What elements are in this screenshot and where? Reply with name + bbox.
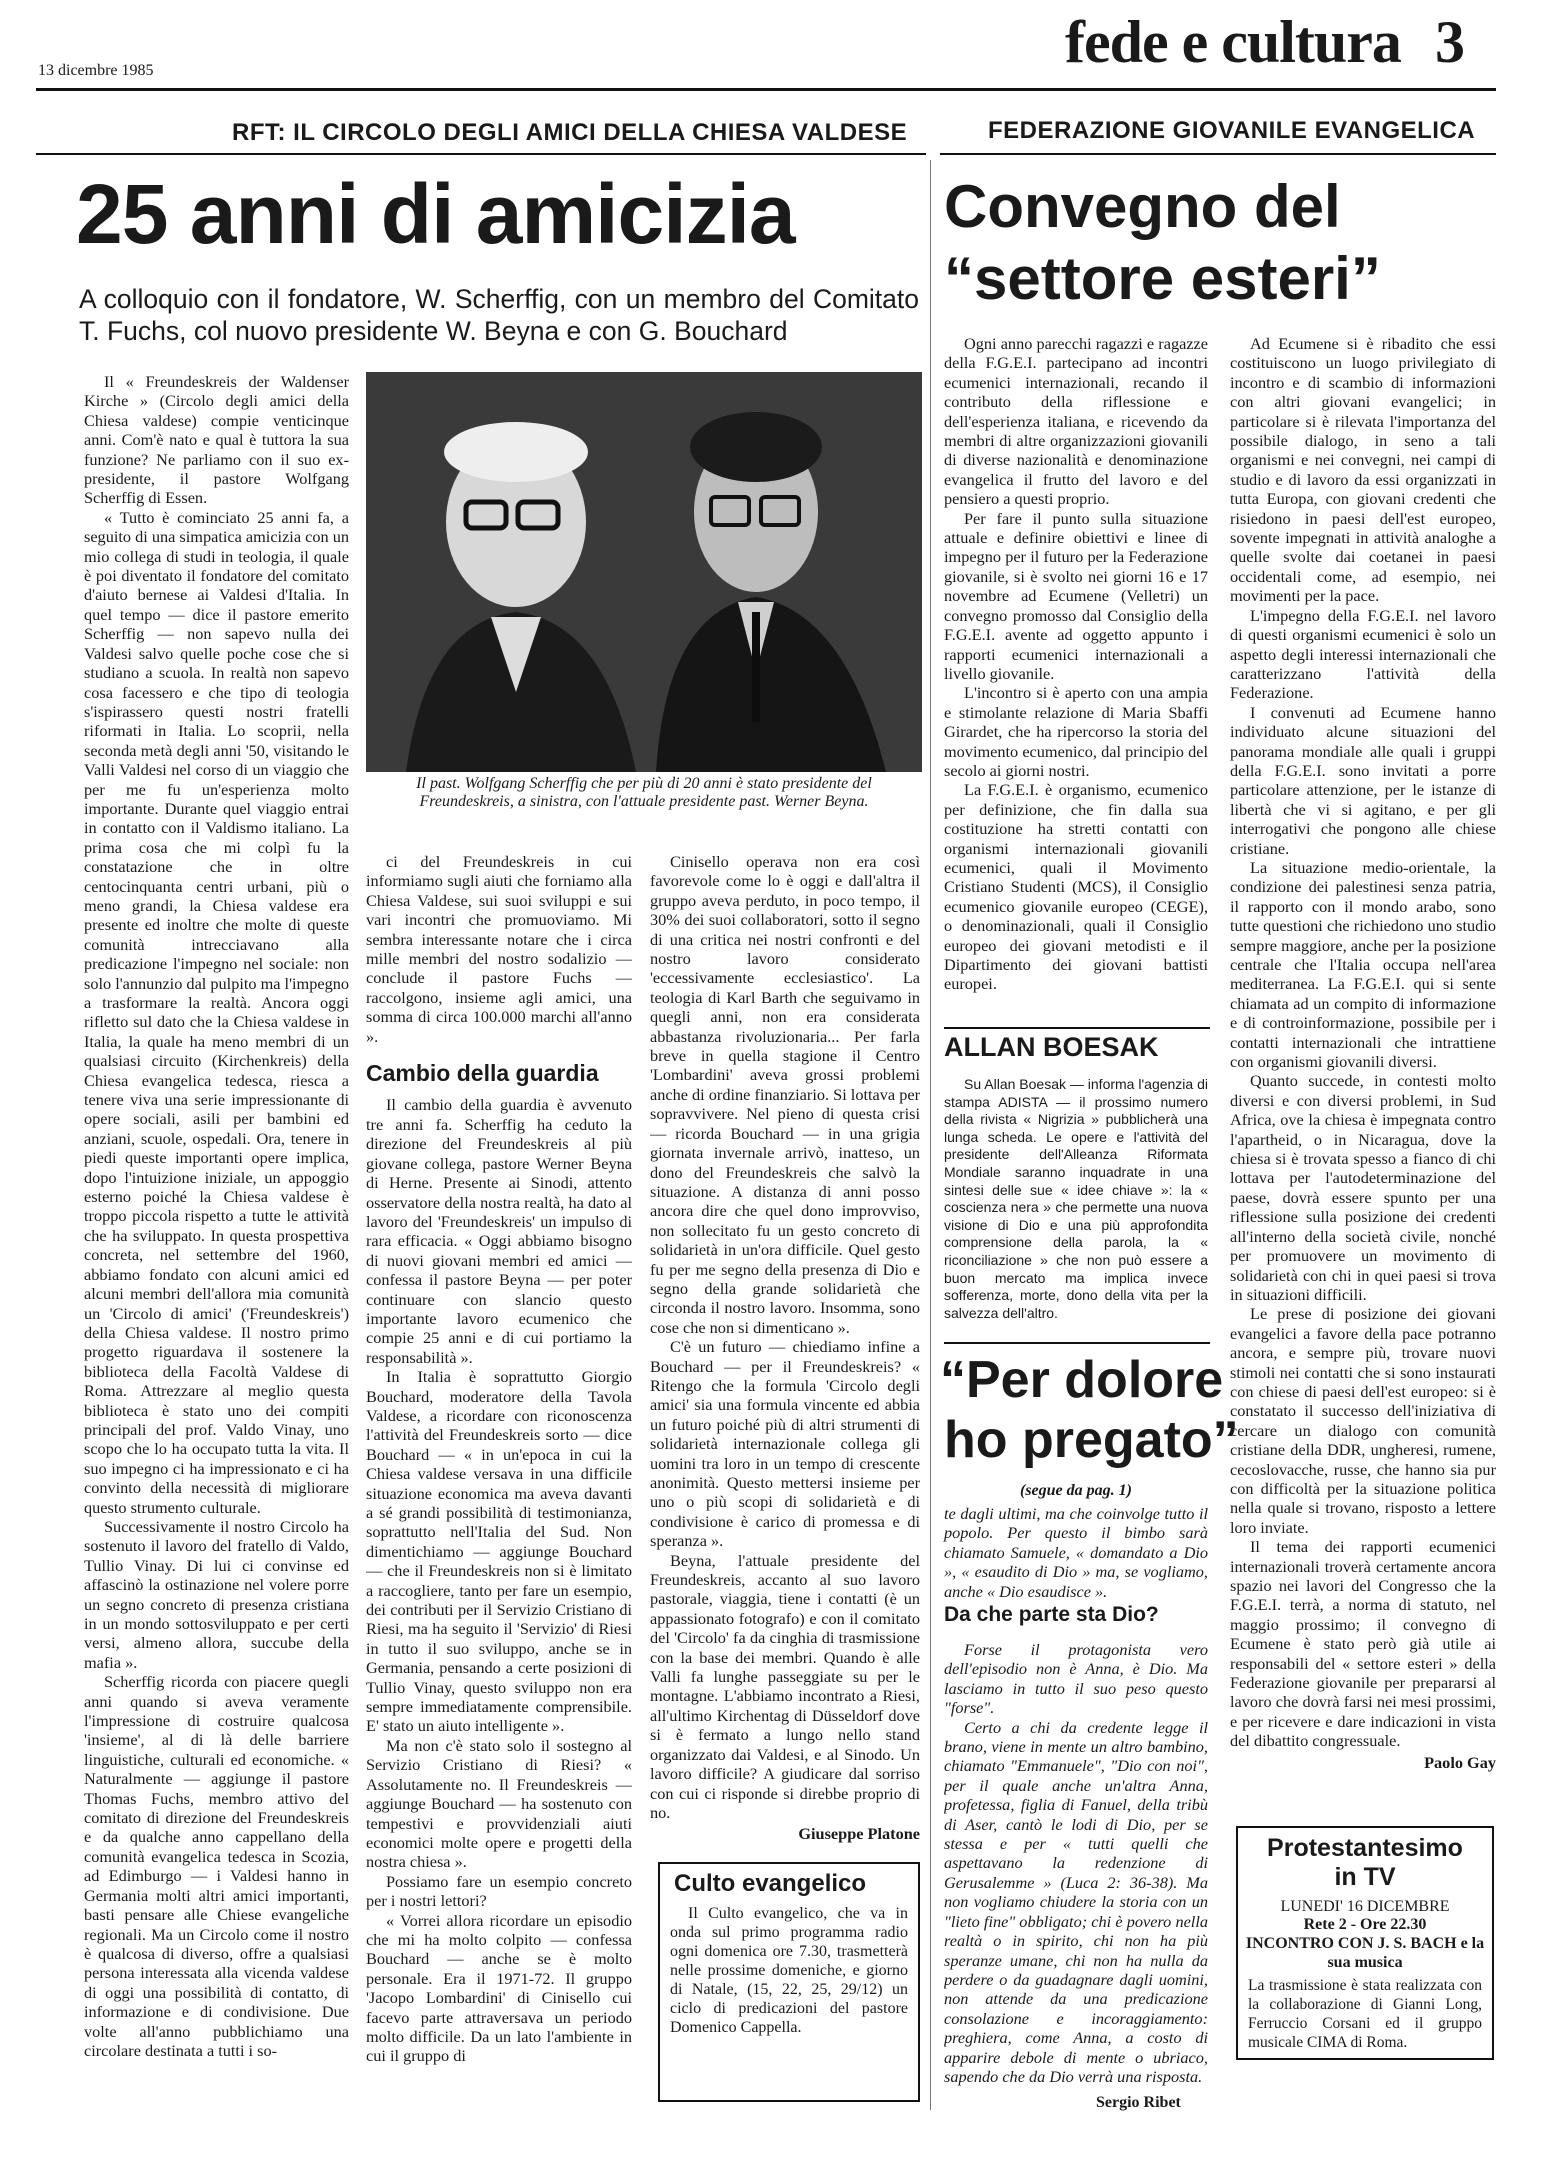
paragraph: Il « Freundeskreis der Waldenser Kirche » (Circolo degli amici della Chiesa valdese) compie venticinque anni. Com'è nato e qual è tuttora la sua funzione? Ne parliamo con il suo ex-presidente, il pastore Wolfgang Scherffig di Essen. (84, 372, 349, 508)
right-col-2 (1230, 334, 1496, 1814)
paragraph: C'è un futuro — chiediamo infine a Bouchard — per il Freundeskreis? « Ritengo che la formula 'Circolo degli amici' sia una formula vincente ed abbia un futuro poiché più di altri strumenti di solidarietà internazionale collega gli uomini tra loro in un tempo di crescente anonimità. Questo mettersi insieme per uno o più scopi di solidarietà e di condivisione è carico di promessa e di speranza ». (650, 1337, 920, 1551)
dolore-body (944, 1640, 1208, 2090)
paragraph: I convenuti ad Ecumene hanno individuato alcune situazioni del panorama mondiale alle quali i gruppi della F.G.E.I. sono invitati a porre particolare attenzione, per le istanze di libertà che vi si agitano, e per gli interrogativi che pongono alle chiese cristiane. (1230, 702, 1496, 858)
paragraph: Successivamente il nostro Circolo ha sostenuto il lavoro del fratello di Valdo, Tullio Vinay. Di lui ci convinse ed affascinò la ostinazione nel volere porre un segno concreto di presenza cristiana in un mondo sottosviluppato e per certi versi, almeno allora, succube della mafia ». (84, 1516, 349, 1672)
paragraph: Possiamo fare un esempio concreto per i nostri lettori? (366, 1871, 632, 1911)
signature: Giuseppe Platone (798, 1824, 920, 1844)
paragraph: « Vorrei allora ricordare un episodio che mi ha molto colpito — confessa Bouchard — anche se è molto personale. Era il 1971-72. Il gruppo 'Jacopo Lombardini' di Cinisello cui facevo parte attraversava un periodo molto difficile. Da un lato l'ambiente in cui il gruppo di (366, 1910, 632, 2066)
tv-program: INCONTRO CON J. S. BACH e la sua musica (1245, 1935, 1485, 1971)
paragraph: Il cambio della guardia è avvenuto tre anni fa. Scherffig ha ceduto la direzione del Freundeskreis al più giovane collega, pastore Werner Beyna di Herne. Presente ai Sinodi, attento osservatore della nostra realtà, ha dato al lavoro del 'Freundeskreis' un impulso di rara efficacia. « Oggi abbiamo bisogno di nuovi giovani membri ed amici — confessa il pastore Beyna — per poter continuare con slancio questo importante lavoro ecumenico che compie 25 anni e di cui portiamo la responsabilità ». (366, 1095, 632, 1367)
left-title: 25 anni di amicizia (76, 167, 795, 261)
dolore-signature: Sergio Ribet (1096, 2094, 1181, 2111)
column-separator (930, 160, 931, 2110)
kicker-rule-right (940, 153, 1496, 155)
left-subtitle: A colloquio con il fondatore, W. Scherffig, con un membro del Comitato T. Fuchs, col nuovo presidente W. Beyna e con G. Bouchard (79, 284, 919, 346)
masthead-rule (36, 88, 1496, 91)
culto-box (658, 1862, 920, 2102)
photo-caption: Il past. Wolfgang Scherffig che per più di 20 anni è stato presidente del Freundeskreis, a sinistra, con l'attuale presidente past. Werner Beyna. (416, 775, 872, 810)
paragraph: La F.G.E.I. è organismo, ecumenico per definizione, che fin dalla sua costituzione ha stretti contatti con organismi internazionali giovanili ecumenici, quali il Movimento Cristiano Studenti (MCS), il Consiglio ecumenico giovanile europeo (CEGE), o denominazionali, quali il Consiglio europeo dei giovani metodisti e il Dipartimento dei giovani battisti europei. (944, 780, 1208, 994)
photo-figures (366, 372, 922, 772)
paragraph: In Italia è soprattutto Giorgio Bouchard, moderatore della Tavola Valdese, a ricordare con riconoscenza l'attività del Freundeskreis sorto — dice Bouchard — « in un'epoca in cui la Chiesa valdese versava in una difficile situazione economica ma aveva davanti a sé grandi possibilità di testimonianza, soprattutto nell'Italia del Sud. Non dimentichiamo — aggiunge Bouchard — che il Freundeskreis non si è limitato a raccogliere, tanto per fare un esempio, dei contributi per il Servizio Cristiano di Riesi, ma ha seguito il 'Servizio' di Riesi in tutto il suo sviluppo, anche se in Germania, pensando a certe posizioni di Tullio Vinay, questo sviluppo non era sempre immediatamente comprensibile. E' stato un aiuto intelligente ». (366, 1367, 632, 1736)
boesak-bottom-rule (944, 1342, 1210, 1344)
left-kicker: RFT: IL CIRCOLO DEGLI AMICI DELLA CHIESA VALDESE (232, 119, 908, 146)
right-title-line1: Convegno del (944, 173, 1341, 240)
culto-text: Il Culto evangelico, che va in onda sul primo programma radio ogni domenica ore 7.30, trasmetterà nelle prossime domeniche, e giorno di Natale, (15, 22, 25, 29/12) un ciclo di predicazioni del pastore Domenico Cappella. (670, 1905, 908, 2036)
tv-date: LUNEDI' 16 DICEMBRE (1280, 1898, 1450, 1915)
left-col-3 (650, 852, 920, 1852)
section-heading: Cambio della guardia (366, 1060, 599, 1087)
paragraph: L'incontro si è aperto con una ampia e stimolante relazione di Maria Sbaffi Girardet, che ha ripercorso la storia del movimento ecumenico, dal principio del secolo ai giorni nostri. (944, 683, 1208, 780)
dolore-title-line1: “Per dolore (940, 1351, 1224, 1409)
paragraph: Ma non c'è stato solo il sostegno al Servizio Cristiano di Riesi? « Assolutamente no. Il Freundeskreis — aggiunge Bouchard — ha sostenuto con tempestivi e provvidenziali aiuti economici molte opere e progetti della nostra chiesa ». (366, 1735, 632, 1872)
culto-title: Culto evangelico (674, 1870, 867, 1897)
paragraph: Cinisello operava non era così favorevole come lo è oggi e dall'altra il gruppo aveva perduto, in poco tempo, il 30% dei suoi collaboratori, sotto il segno di una critica nei nostri confronti e del nostro lavoro considerato 'eccessivamente ecclesiastico'. La teologia di Karl Barth che seguivamo in quegli anni, non era considerata abbastanza rivoluzionaria... Per farla breve in quella stagione il Centro 'Lombardini' aveva grossi problemi anche di ordine finanziario. Si lottava per sopravvivere. Nel pieno di questa crisi — ricorda Bouchard — in una grigia giornata invernale arrivò, inatteso, un dono del Freundeskreis che salvò la situazione. A distanza di anni posso ancora dire che quel dono improvviso, non sollecitato fu un gesto concreto di solidarietà in un'ora difficile. Quel gesto fu per me segno della presenza di Dio e segno della grande solidarietà che circonda il nostro lavoro. Insomma, sono cose che non si dimenticano ». (650, 852, 920, 1337)
right-kicker: FEDERAZIONE GIOVANILE EVANGELICA (988, 117, 1476, 144)
boesak-title: ALLAN BOESAK (944, 1032, 1159, 1062)
paragraph: Ad Ecumene si è ribadito che essi costituiscono un luogo privilegiato di incontro e di scambio di informazioni con altri giovani evangelici; in particolare si è rilevata l'importanza del possibile dialogo, in seno a tali organismi e nei convegni, nei campi di studio e di lavoro da essi organizzati in tutta Europa, con giovani credenti che risiedono in paesi dell'est europeo, sovente impegnati in attività analoghe a quelle svolte dai coetanei in paesi occidentali come, ad esempio, nei movimenti per la pace. (1230, 334, 1496, 606)
paragraph: La situazione medio-orientale, la condizione dei palestinesi senza patria, il rapporto con il mondo arabo, sono tutte questioni che richiedono uno studio sempre maggiore, anche per la posizione centrale che l'Italia occupa nell'area mediterranea. La F.G.E.I. qui si sente chiamata ad un compito di informazione e di controinformazione, possibile per i contatti internazionali che intrattiene con organismi giovanili diversi. (1230, 857, 1496, 1072)
paragraph: Beyna, l'attuale presidente del Freundeskreis, accanto al suo lavoro pastorale, viaggia, tiene i contatti (è un appassionato fotografo) e con il comitato del 'Circolo' fa da cinghia di trasmissione con la base dei membri. Quando è alle Valli fa lunghe passeggiate su per le montagne. L'abbiamo incontrato a Riesi, all'ultimo Kirchentag di Düsseldorf dove si è fermato a lungo nello stand organizzato dai Valdesi, e al Sinodo. Un lavoro difficile? A giudicare dal sorriso con cui ci risponde si direbbe proprio di no. (650, 1550, 920, 1822)
paragraph: Forse il protagonista vero dell'episodio non è Anna, è Dio. Ma lasciamo in tutto il suo peso questo "forse". (944, 1640, 1208, 1718)
masthead-date: 13 dicembre 1985 (38, 62, 154, 79)
paragraph: Quanto succede, in contesti molto diversi e con diversi problemi, in Sud Africa, ove la chiesa è impegnata contro l'apartheid, o in Nicaragua, dove la chiesa si è trovata spesso a fianco di chi lottava per l'autodeterminazione del paese, dovrà essere spunto per una riflessione sulla posizione dei credenti all'interno della società civile, nonché per promuovere un movimento di solidarietà con chi in quei paesi si trova in situazioni difficili. (1230, 1071, 1496, 1304)
boesak-rule (944, 1027, 1210, 1029)
paragraph: Il tema dei rapporti ecumenici internazionali troverà certamente ancora spazio nei lavori del Congresso che la F.G.E.I. terrà, a norma di statuto, nel maggio prossimo; il convegno di Ecumene è stato però già utile ai responsabili del « settore esteri » della Federazione giovanile per prepararsi al lavoro che dovrà farsi nei mesi prossimi, e per ricevere e dare indicazioni in vista del dibattito congressuale. (1230, 1537, 1496, 1751)
dolore-continued: (segue da pag. 1) (1020, 1482, 1132, 1499)
masthead-section: fede e cultura (1065, 9, 1401, 75)
tv-box (1236, 1826, 1494, 2060)
boesak-text: Su Allan Boesak — informa l'agenzia di stampa ADISTA — il prossimo numero della rivista « Nigrizia » pubblicherà una lunga scheda. Le opere e l'attività del presidente dell'Alleanza Riformata Mondiale saranno inquadrate in una sintesi delle sue « idee chiave »: la « coscienza nera » che permette una nuova visione di Dio e una più approfondita comprensione della parola, la « riconciliazione » che non può essere a buon mercato ma implica invece sofferenza, morte, dono della vita per la salvezza dell'altro. (944, 1076, 1208, 1321)
tv-channel: Rete 2 - Ore 22.30 (1303, 1916, 1427, 1933)
left-col-1 (84, 372, 349, 2132)
signature: Paolo Gay (1424, 1752, 1496, 1772)
right-col-1 (944, 334, 1208, 1024)
paragraph: Le prese di posizione dei giovani evangelici a favore della pace potranno ancora, e sempre più, trovare nuovi stimoli nei contatti che si sono instaurati con chiese di paesi dell'est europeo: si è constatato il successo dell'iniziativa di cercare un dialogo con comunità cristiane della DDR, ungheresi, rumene, cecoslovacche, russe, che hanno sia pur con difficoltà per la situazione politica nella quale si trovano, risposto a lettere loro inviate. (1230, 1304, 1496, 1537)
tv-text: La trasmissione è stata realizzata con la collaborazione di Gianni Long, Ferruccio Corsani ed il gruppo musicale CIMA di Roma. (1248, 1977, 1482, 2051)
masthead-page-number: 3 (1435, 9, 1465, 75)
paragraph: « Tutto è cominciato 25 anni fa, a seguito di una simpatica amicizia con un mio collega di studi in teologia, il quale è poi diventato il fondatore del comitato d'aiuto bernese ai Valdesi d'Italia. In quel tempo — dice il pastore emerito Scherffig — non sapevo nulla dei Valdesi salvo quelle poche cose che si studiano a scuola. In realtà non sapevo cosa facessero e che tipo di teologia s'ispirassero questi nostri fratelli riformati in Italia. Lo scoprii, nella seconda metà degli anni '50, visitando le Valli Valdesi nel corso di un viaggio che per me fu un'esperienza molto importante. Durante quel viaggio entrai in contatto con il Valdismo italiano. La prima cosa che mi colpì fu la constatazione che in oltre centocinquanta centri urbani, più o meno grandi, la Chiesa valdese era presente ed inoltre che molte di queste comunità intrecciavano alla predicazione l'impegno nel sociale: non solo l'annunzio dal pulpito ma l'impegno a trasformare la realtà. Ancora oggi rifletto sul dato che la Chiesa valdese in Italia, la quale ha meno membri di un qualsiasi circuito (Kirchenkreis) della Chiesa evangelica tedesca, riesca a tenere viva una serie impressionante di opere sociali, asili per bambini ed anziani, scuole, ospedali. Ora, tenere in piedi queste importanti opere implica, dopo l'intuizione iniziale, un appoggio esterno poiché la Chiesa valdese è troppo piccola rispetto a tutte le attività che ha sviluppato. In questa prospettiva concreta, nel settembre del 1960, abbiamo fondato con alcuni amici ed alcuni membri dell'allora mia comunità un 'Circolo di amici' ('Freundeskreis') della Chiesa valdese. Il nostro primo progetto riguardava il sostenere la biblioteca della Facoltà Valdese di Roma. Attrezzare al meglio questa biblioteca è stato uno dei compiti principali del prof. Valdo Vinay, uno scopo che lo ha occupato tutta la vita. Il suo impegno ci ha impressionato e ci ha convinto della necessità di migliorare questo strumento culturale. (84, 507, 349, 1517)
dolore-title-line2: ho pregato” (944, 1411, 1239, 1469)
paragraph: Per fare il punto sulla situazione attuale e definire obiettivi e linee di impegno per il futuro per la Federazione giovanile, si è svolto nei giorni 16 e 17 novembre ad Ecumene (Velletri) un convegno promosso dal Consiglio della F.G.E.I. avente ad oggetto appunto i rapporti ecumenici internazionali a livello giovanile. (944, 508, 1208, 683)
kicker-rule-left (36, 153, 926, 155)
paragraph: Ogni anno parecchi ragazzi e ragazze della F.G.E.I. partecipano ad incontri ecumenici internazionali, recando il contributo della riflessione e dell'esperienza italiana, e ricevendo da membri di altre organizzazioni giovanili di diverse nazionalità e denominazione evangelica il frutto del lavoro e del pensiero a questi proprio. (944, 334, 1208, 509)
tv-title-line2: in TV (1334, 1863, 1396, 1891)
dolore-intro (944, 1504, 1208, 1601)
paragraph: Scherffig ricorda con piacere quegli anni quando si aveva veramente l'impressione di costruire qualcosa 'insieme', al di là delle barriere linguistiche, culturali ed economiche. « Naturalmente — aggiunge il pastore Thomas Fuchs, membro attivo del comitato di direzione del Freundeskreis e da qualche anno cappellano della comunità evangelica tedesca in Scozia, ad Edimburgo — i Valdesi hanno in Germania molti altri amici importanti, basti pensare alle Chiese evangeliche regionali. Ma un Circolo come il nostro è qualcosa di diverso, offre a qualsiasi persona interessata alla vicenda valdese di oggi una possibilità di contatto, di informazione e di condivisione. Due volte all'anno pubblichiamo una circolare destinata a tutti i so- (84, 1672, 349, 2060)
paragraph: ci del Freundeskreis in cui informiamo sugli aiuti che forniamo alla Chiesa Valdese, sui suoi sviluppi e sui vari incontri che promuoviamo. Mi sembra interessante notare che i circa mille membri del nostro sodalizio — conclude il pastore Fuchs — raccolgono, insieme agli amici, una somma di circa 100.000 marchi all'anno ». (366, 852, 632, 1046)
paragraph: te dagli ultimi, ma che coinvolge tutto il popolo. Per questo il bimbo sarà chiamato Samuele, « domandato a Dio », « esaudito di Dio » ma, se vogliamo, anche « Dio esaudisce ». (944, 1504, 1208, 1601)
paragraph: Certo a chi da credente legge il brano, viene in mente un altro bambino, chiamato "Emmanuele", "Dio con noi", per il quale anche un'altra Anna, profetessa, figlia di Fanuel, della tribù di Aser, cantò le lodi di Dio, per se stessa e per « tutti quelli che aspettavano la redenzione di Gerusalemme » (Luca 2: 36-38). Ma non vogliamo chiudere la storia con un "lieto fine" obbligato; chi è povero nella realtà o in spirito, chi non ha più speranze umane, chi non ha nulla da perdere o da guadagnare dagli uomini, non attende da una predicazione consolazione e incoraggiamento: preghiera, come Anna, a costo di apparire debole di mente o ubriaco, sapendo che da Dio verrà una risposta. (944, 1717, 1208, 2086)
photo (366, 372, 922, 772)
right-title-line2: “settore esteri” (944, 245, 1381, 312)
paragraph: L'impegno della F.G.E.I. nel lavoro di questi organismi ecumenici è solo un aspetto degli interessi internazionali che caratterizzano l'attività della Federazione. (1230, 605, 1496, 703)
dolore-subheading: Da che parte sta Dio? (944, 1603, 1159, 1626)
left-col-2 (366, 852, 632, 2132)
tv-title-line1: Protestantesimo (1267, 1834, 1463, 1862)
